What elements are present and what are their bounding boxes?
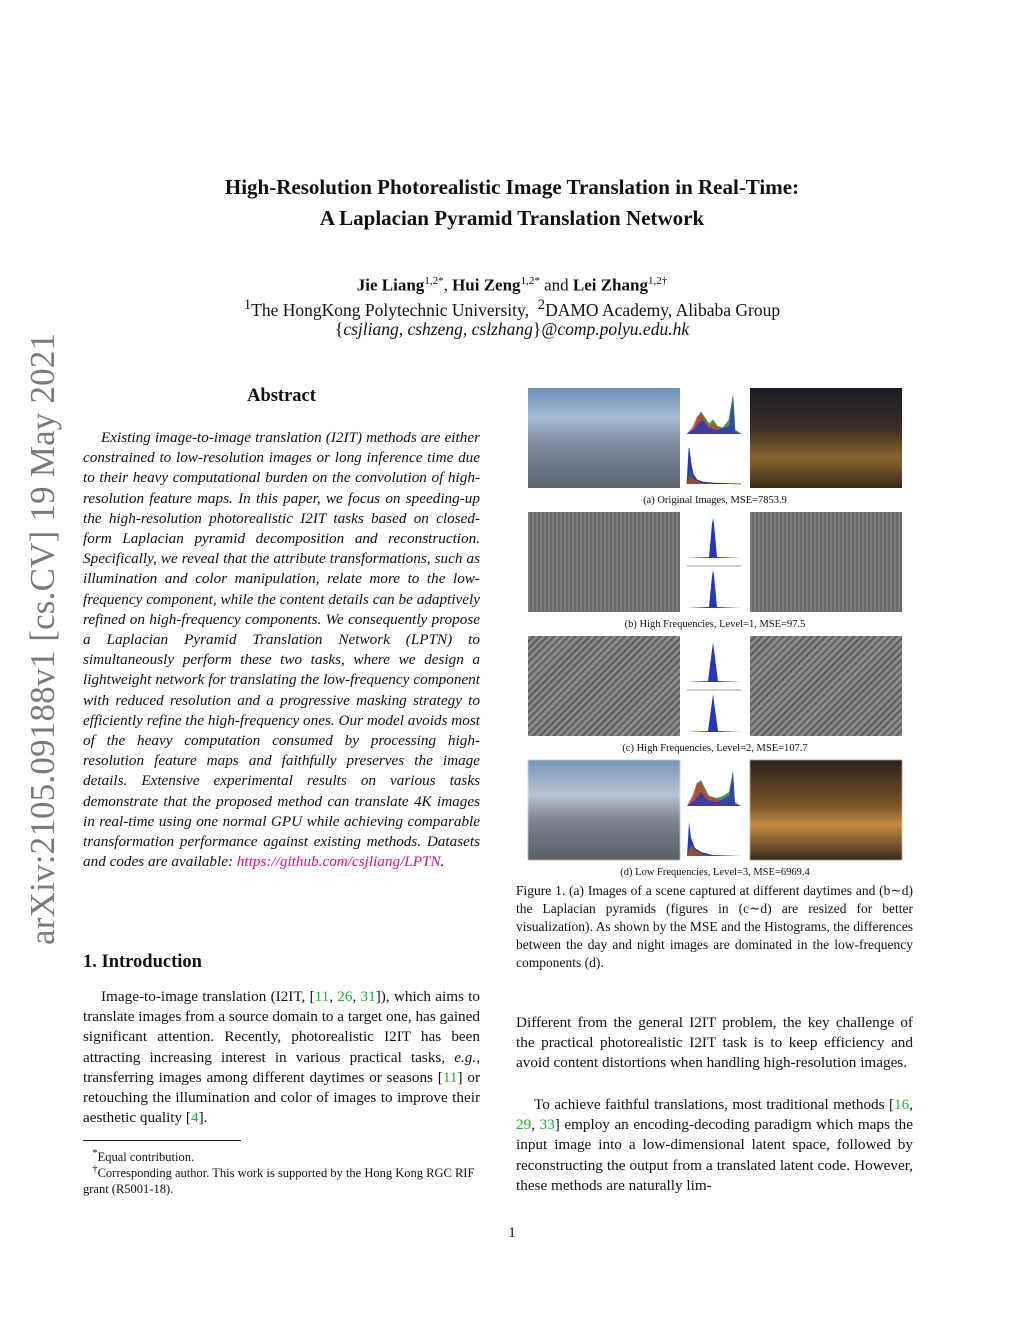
citation-link[interactable]: 29 xyxy=(516,1116,532,1134)
citation-link[interactable]: 26 xyxy=(337,988,353,1005)
author-3: Lei Zhang xyxy=(572,275,648,295)
footnote-corresponding-author: †Corresponding author. This work is supported by the Hong Kong RGC RIF grant (R5001-18). xyxy=(83,1164,475,1197)
author-emails: {csjliang, cshzeng, cslzhang}@comp.polyu.edu.hk xyxy=(334,319,690,339)
abstract-heading: Abstract xyxy=(247,386,316,406)
figure-row-high-freq-1 xyxy=(528,512,902,614)
abstract-body: Existing image-to-image translation (I2IT) methods are either constrained to low-resolution images or long inference time due to their heavy computational burden on the convolution of high-resolution feature maps. In this paper, we focus on speeding-up the high-resolution photorealistic I2IT tasks based on closed-form Laplacian pyramid decomposition and reconstruction. Specifically, we reveal that the attribute transformations, such as illumination and color manipulation, relate more to the low-frequency component, while the content details can be adaptively refined on high-frequency components. We consequently propose a Laplacian Pyramid Translation Network (LPTN) to simultaneously perform these two tasks, where we design a lightweight network for translating the low-frequency component with reduced resolution and a progressive masking strategy to efficiently refine the high-frequency ones. Our model avoids most of the heavy computation consumed by processing high-resolution feature maps and faithfully preserves the image details. Extensive experimental results on various tasks demonstrate that the proposed method can translate 4K images in real-time using one normal GPU while achieving comparable transformation performance against existing methods. Datasets and codes are available: https://github.com/csjliang/LPTN. xyxy=(83,429,480,871)
code-link[interactable]: https://github.com/csjliang/LPTN xyxy=(236,853,441,871)
histogram-hf2-night xyxy=(683,688,745,736)
day-low-frequency xyxy=(528,760,680,860)
histogram-lf-day xyxy=(683,762,745,810)
title-line-2: A Laplacian Pyramid Translation Network xyxy=(319,206,705,230)
histogram-hf2-day xyxy=(683,638,745,686)
figure-row-low-freq xyxy=(528,760,902,862)
figure-row-original xyxy=(528,388,902,490)
paper-title xyxy=(120,172,904,234)
footnote-rule xyxy=(83,1140,241,1141)
night-image xyxy=(750,388,902,488)
author-2: Hui Zeng xyxy=(452,275,521,295)
night-high-frequency-level2 xyxy=(750,636,902,736)
arxiv-identifier: arXiv:2105.09188v1 [cs.CV] 19 May 2021 xyxy=(23,332,62,945)
histogram-lf-night xyxy=(683,812,745,860)
night-low-frequency xyxy=(750,760,902,860)
figure-1-caption: Figure 1. (a) Images of a scene captured at different daytimes and (b∼d) the Laplacian pyramids (figures in (c∼d) are resized for better visualization). As shown by the MSE and the Histograms, the differences between the day and night images are dominated in the low-frequency components (d). xyxy=(516,883,913,970)
citation-link[interactable]: 11 xyxy=(442,1068,458,1086)
subcaption-c: (c) High Frequencies, Level=2, MSE=107.7 xyxy=(622,743,808,754)
histogram-night xyxy=(683,440,745,488)
figure-row-high-freq-2 xyxy=(528,636,902,738)
affiliations: $^1$The HongKong Polytechnic University, $^2$DAMO Academy, Alibaba Group xyxy=(243,297,781,320)
histogram-day xyxy=(683,390,745,438)
day-high-frequency-level2 xyxy=(528,636,680,736)
author-list: Jie Liang$^{1,2*}$, Hui Zeng$^{1,2*}$ and Lei Zhang$^{1,2\dagger}$ xyxy=(356,275,668,295)
citation-link[interactable]: 11 xyxy=(314,988,330,1005)
day-image xyxy=(528,388,680,488)
author-1: Jie Liang xyxy=(356,275,425,295)
subcaption-d: (d) Low Frequencies, Level=3, MSE=6969.4 xyxy=(620,867,810,878)
histogram-hf1-night xyxy=(683,564,745,612)
title-line-1: High-Resolution Photorealistic Image Translation in Real-Time: xyxy=(224,175,800,199)
night-high-frequency-level1 xyxy=(750,512,902,612)
citation-link[interactable]: 31 xyxy=(360,988,376,1005)
subcaption-b: (b) High Frequencies, Level=1, MSE=97.5 xyxy=(624,619,806,630)
right-paragraph-1: Different from the general I2IT problem, the key challenge of the practical photorealistic I2IT task is to keep efficiency and avoid content distortions when handling high-resolution images. xyxy=(516,1014,913,1072)
day-high-frequency-level1 xyxy=(528,512,680,612)
page-number: 1 xyxy=(508,1225,516,1241)
citation-link[interactable]: 33 xyxy=(539,1116,555,1134)
section-heading-introduction: 1. Introduction xyxy=(83,952,202,972)
intro-paragraph: Image-to-image translation (I2IT, [11, 26, 31]), which aims to translate images from a source domain to a target one, has gained significant attention. Recently, photorealistic I2IT has been attracting increasing interest in various practical tasks, e.g., transferring images among different daytimes or seasons [11] or retouching the illumination and color of images to improve their aesthetic quality [4]. xyxy=(83,988,480,1127)
subcaption-a: (a) Original Images, MSE=7853.9 xyxy=(643,495,787,506)
footnote-equal-contribution: *Equal contribution. xyxy=(92,1148,195,1165)
histogram-hf1-day xyxy=(683,514,745,562)
figure-1 xyxy=(528,388,902,884)
citation-link[interactable]: 4 xyxy=(190,1109,199,1127)
right-paragraph-2: To achieve faithful translations, most traditional methods [16, 29, 33] employ an encoding-decoding paradigm which maps the input image into a low-dimensional latent space, followed by reconstructing the output from a translated latent code. However, these methods are naturally lim- xyxy=(516,1096,914,1194)
citation-link[interactable]: 16 xyxy=(894,1096,910,1113)
